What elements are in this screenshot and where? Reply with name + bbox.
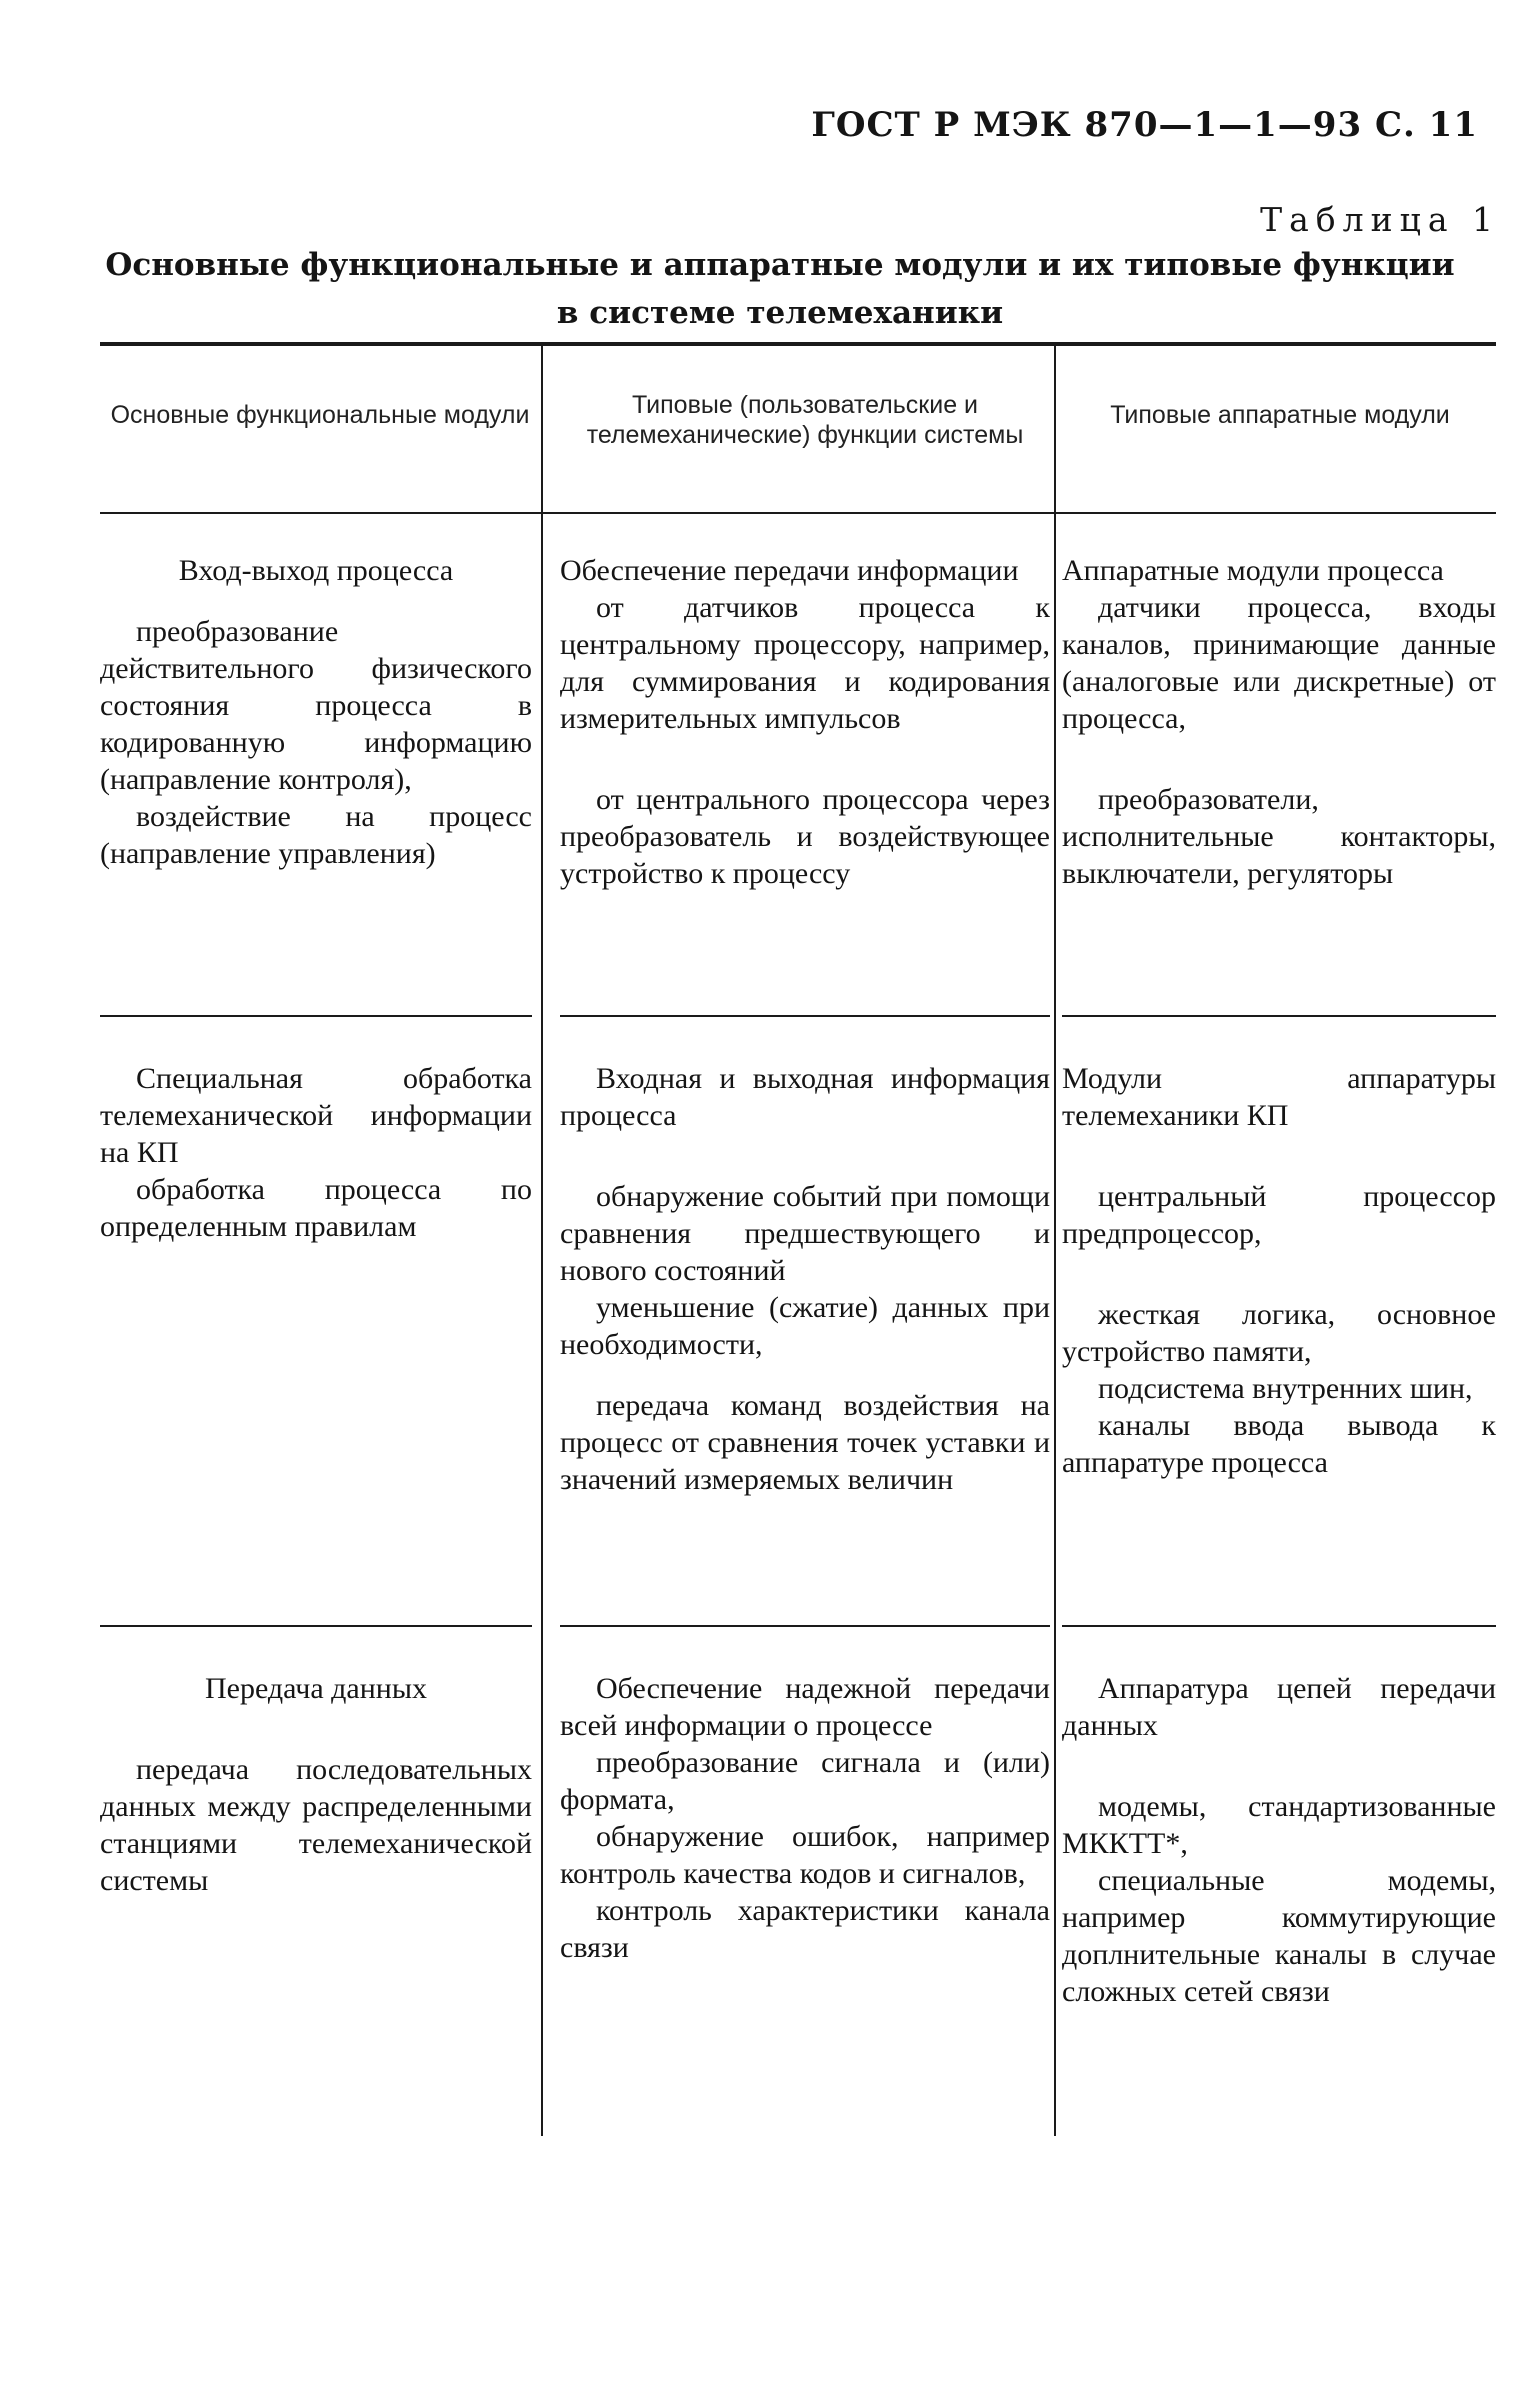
row-1-col-3-heading: Аппаратные модули процесса [1062,554,1444,587]
page-header: ГОСТ Р МЭК 870—1—1—93 С. 11 [811,105,1478,145]
row-1-col-3 [1062,552,1496,892]
row-2-col-2-paragraph-1: обнаружение событий при помощи сравнения предшествующего и нового состояний [560,1180,1050,1287]
row-2-separator-col-3 [1062,1625,1496,1627]
column-header-3: Типовые аппаратные модули [1110,401,1450,429]
row-2-col-2 [560,1060,1050,1498]
row-1-col-2 [560,552,1050,892]
table-title-line-1: Основные функциональные и аппаратные модули и их типовые функции [105,247,1455,283]
row-2-col-3-heading: Модули аппаратуры телемеханики КП [1062,1062,1496,1132]
header-bottom-rule [100,512,1496,514]
row-3-col-3-heading: Аппаратура цепей передачи данных [1062,1672,1496,1742]
row-2-col-1-heading: Специальная обработка телемеханической информации на КП [100,1062,532,1169]
table-label: Таблица 1 [1260,200,1500,239]
row-2-col-3-paragraph-4: каналы ввода вывода к аппаратуре процесса [1062,1409,1496,1479]
row-2-col-2-heading: Входная и выходная информация процесса [560,1062,1050,1132]
row-3-col-2 [560,1670,1050,1966]
row-1-separator-col-1 [100,1015,532,1017]
row-2-col-2-paragraph-2: уменьшение (сжатие) данных при необходимости, [560,1291,1050,1361]
table-top-rule [100,342,1496,346]
row-2-col-2-paragraph-3: передача команд воздействия на процесс от сравнения точек уставки и значений измеряемых величин [560,1389,1050,1496]
row-1-col-3-paragraph-1: датчики процесса, входы каналов, принимающие данные (аналоговые или дискретные) от процесса, [1062,591,1496,735]
row-2-col-3 [1062,1060,1496,1481]
row-1-col-2-heading: Обеспечение передачи информации [560,554,1019,587]
row-3-col-1-paragraph-1: передача последовательных данных между распределенными станциями телемеханической системы [100,1753,532,1897]
row-2-col-3-paragraph-1: центральный процессор предпроцессор, [1062,1180,1496,1250]
row-3-col-1-heading: Передача данных [204,1672,428,1705]
row-2-col-1-paragraph-1: обработка процесса по определенным правилам [100,1173,532,1243]
column-header-1: Основные функциональные модули [110,401,530,429]
row-3-col-2-paragraph-2: обнаружение ошибок, например контроль качества кодов и сигналов, [560,1820,1050,1890]
row-3-col-3 [1062,1670,1496,2010]
row-1-col-1-paragraph-2: воздействие на процесс (направление управления) [100,800,532,870]
row-2-separator-col-1 [100,1625,532,1627]
table-title [100,241,1460,337]
row-3-col-2-paragraph-1: преобразование сигнала и (или) формата, [560,1746,1050,1816]
row-3-col-1 [100,1670,532,1899]
row-1-col-2-paragraph-2: от центрального процессора через преобразователь и воздействующее устройство к процессу [560,783,1050,890]
row-3-col-2-heading: Обеспечение надежной передачи всей информации о процессе [560,1672,1050,1742]
column-header-2: Типовые (пользовательские и телемеханические) функции системы [586,391,1024,449]
column-divider-1 [541,346,543,2136]
row-1-col-3-paragraph-2: преобразователи, исполнительные контакторы, выключатели, регуляторы [1062,783,1496,890]
row-3-col-3-paragraph-1: модемы, стандартизованные МККТТ*, [1062,1790,1496,1860]
row-2-col-3-paragraph-3: подсистема внутренних шин, [1098,1372,1473,1405]
row-2-col-1 [100,1060,532,1245]
row-1-col-1 [100,552,532,872]
row-2-separator-col-2 [560,1625,1050,1627]
row-3-col-2-paragraph-3: контроль характеристики канала связи [560,1894,1050,1964]
row-3-col-3-paragraph-2: специальные модемы, например коммутирующие доплнительные каналы в случае сложных сетей связи [1062,1864,1496,2008]
column-divider-2 [1054,346,1056,2136]
table-title-line-2: в системе телемеханики [556,295,1004,331]
row-1-col-2-paragraph-1: от датчиков процесса к центральному процессору, например, для суммирования и кодирования измерительных импульсов [560,591,1050,735]
row-2-col-3-paragraph-2: жесткая логика, основное устройство памяти, [1062,1298,1496,1368]
row-1-separator-col-2 [560,1015,1050,1017]
row-1-col-1-heading: Вход-выход процесса [178,554,454,587]
row-1-col-1-paragraph-1: преобразование действительного физического состояния процесса в кодированную информацию (направление контроля), [100,615,532,796]
row-1-separator-col-3 [1062,1015,1496,1017]
